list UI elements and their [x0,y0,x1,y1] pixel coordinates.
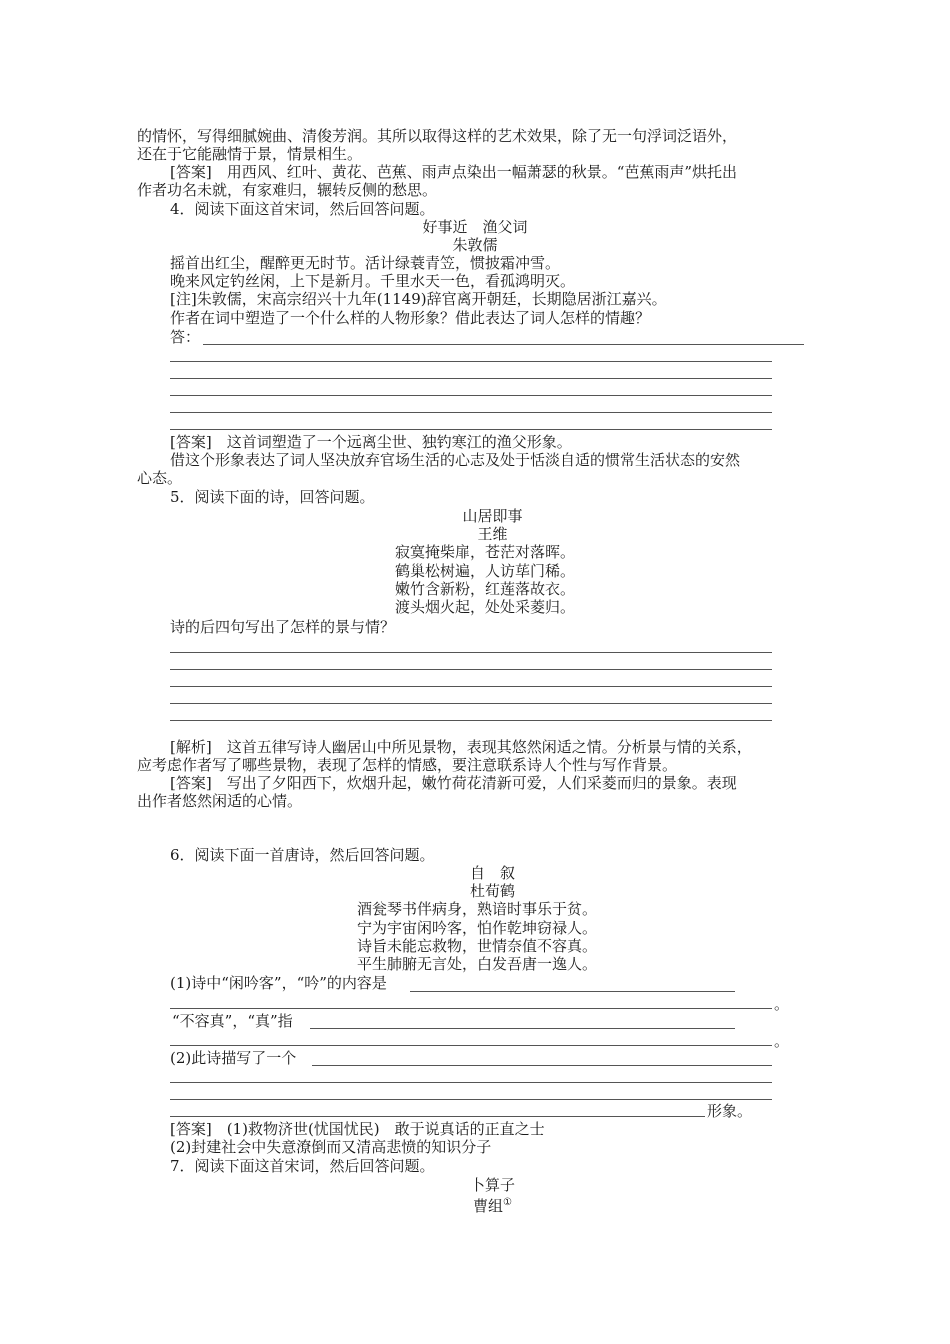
answer-line: 出作者悠然闲适的心情。 [137,792,303,810]
answer-line-blank[interactable] [170,720,772,721]
punctuation: 。 [774,995,790,1013]
answer-line: [答案] 这首词塑造了一个远离尘世、独钓寒江的渔父形象。 [170,433,572,451]
answer-line-blank[interactable] [170,686,772,687]
poem-verse: 酒瓮琴书伴病身，熟谙时事乐于贫。 [357,900,598,918]
question-prompt: 6．阅读下面一首唐诗，然后回答问题。 [170,846,435,864]
poem-author [473,1194,512,1215]
poem-title: 山居即事 [462,507,523,525]
question-prompt: 4．阅读下面这首宋词，然后回答问题。 [170,200,435,218]
poem-verse: 渡头烟火起，处处采菱归。 [395,598,576,616]
punctuation: 。 [774,1032,790,1050]
answer-line: [答案] 写出了夕阳西下，炊烟升起，嫩竹荷花清新可爱，人们采菱而归的景象。表现 [170,774,737,792]
question-text: 作者在词中塑造了一个什么样的人物形象？借此表达了词人怎样的情趣？ [170,309,651,327]
fill-question: “不容真”，“真”指 [172,1012,293,1030]
fill-blank[interactable] [170,1045,772,1046]
poem-verse: 嫩竹含新粉，红莲落故衣。 [395,580,576,598]
fill-blank[interactable] [170,1116,705,1117]
poem-verse: 平生肺腑无言处，白发吾唐一逸人。 [357,955,598,973]
author-name: 曹组 [473,1197,504,1215]
fill-blank[interactable] [310,1028,735,1029]
answer-line-blank[interactable] [170,395,772,396]
answer-line: [答案] 用西风、红叶、黄花、芭蕉、雨声点染出一幅萧瑟的秋景。“芭蕉雨声”烘托出 [170,163,738,181]
answer-line: 心态。 [137,469,183,487]
answer-line-blank[interactable] [170,652,772,653]
para-line: 还在于它能融情于景，情景相生。 [137,145,363,163]
poem-verse: 宁为宇宙闲吟客，怕作乾坤窃禄人。 [357,919,598,937]
question-prompt: 7．阅读下面这首宋词，然后回答问题。 [170,1157,435,1175]
answer-line-blank[interactable] [170,378,772,379]
fill-question: (1)诗中“闲吟客”，“吟”的内容是 [170,974,387,992]
answer-label: 答： [170,328,201,346]
answer-line: (2)封建社会中失意潦倒而又清高悲愤的知识分子 [170,1138,492,1156]
fill-blank[interactable] [312,1065,772,1066]
para-line: 的情怀，写得细腻婉曲、清俊芳润。其所以取得这样的艺术效果，除了无一句浮词泛语外， [137,127,738,145]
poem-note: [注]朱敦儒，宋高宗绍兴十九年(1149)辞官离开朝廷，长期隐居浙江嘉兴。 [170,290,667,308]
poem-title: 自 叙 [469,864,515,882]
poem-verse: 晚来风定钓丝闲，上下是新月。千里水天一色，看孤鸿明灭。 [170,272,576,290]
footnote-mark[interactable]: ① [503,1197,512,1208]
explanation-line: 应考虑作者写了哪些景物，表现了怎样的情感，要注意联系诗人个性与写作背景。 [137,756,678,774]
poem-title: 卜算子 [469,1176,515,1194]
answer-line-blank[interactable] [170,703,772,704]
answer-line: 作者功名未就，有家难归，辗转反侧的愁思。 [137,181,438,199]
poem-author: 王维 [477,525,508,543]
answer-line-blank[interactable] [170,412,772,413]
question-prompt: 5．阅读下面的诗，回答问题。 [170,488,375,506]
poem-verse: 摇首出红尘，醒醉更无时节。活计绿蓑青笠，惯披霜冲雪。 [170,254,561,272]
fill-question: (2)此诗描写了一个 [170,1049,297,1067]
poem-verse: 寂寞掩柴扉，苍茫对落晖。 [395,543,576,561]
answer-line-blank[interactable] [170,669,772,670]
answer-line-blank[interactable] [170,429,772,430]
answer-line: [答案] (1)救物济世(忧国忧民) 敢于说真话的正直之士 [170,1120,545,1138]
answer-line-blank[interactable] [170,361,772,362]
poem-verse: 鹤巢松树遍，人访荜门稀。 [395,562,576,580]
answer-line-blank[interactable] [203,344,804,345]
fill-blank[interactable] [170,1008,772,1009]
explanation-line: [解析] 这首五律写诗人幽居山中所见景物，表现其悠然闲适之情。分析景与情的关系， [170,738,752,756]
fill-blank[interactable] [170,1082,772,1083]
poem-author: 朱敦儒 [452,236,498,254]
poem-author: 杜荀鹤 [469,882,515,900]
question-text: 诗的后四句写出了怎样的景与情？ [170,618,396,636]
poem-title: 好事近 渔父词 [422,218,528,236]
answer-line: 借这个形象表达了词人坚决放弃官场生活的心志及处于恬淡自适的惯常生活状态的安然 [170,451,741,469]
fill-question-end: 形象。 [707,1102,753,1120]
poem-verse: 诗旨未能忘救物，世情奈值不容真。 [357,937,598,955]
fill-blank[interactable] [170,1099,772,1100]
fill-blank[interactable] [410,991,735,992]
